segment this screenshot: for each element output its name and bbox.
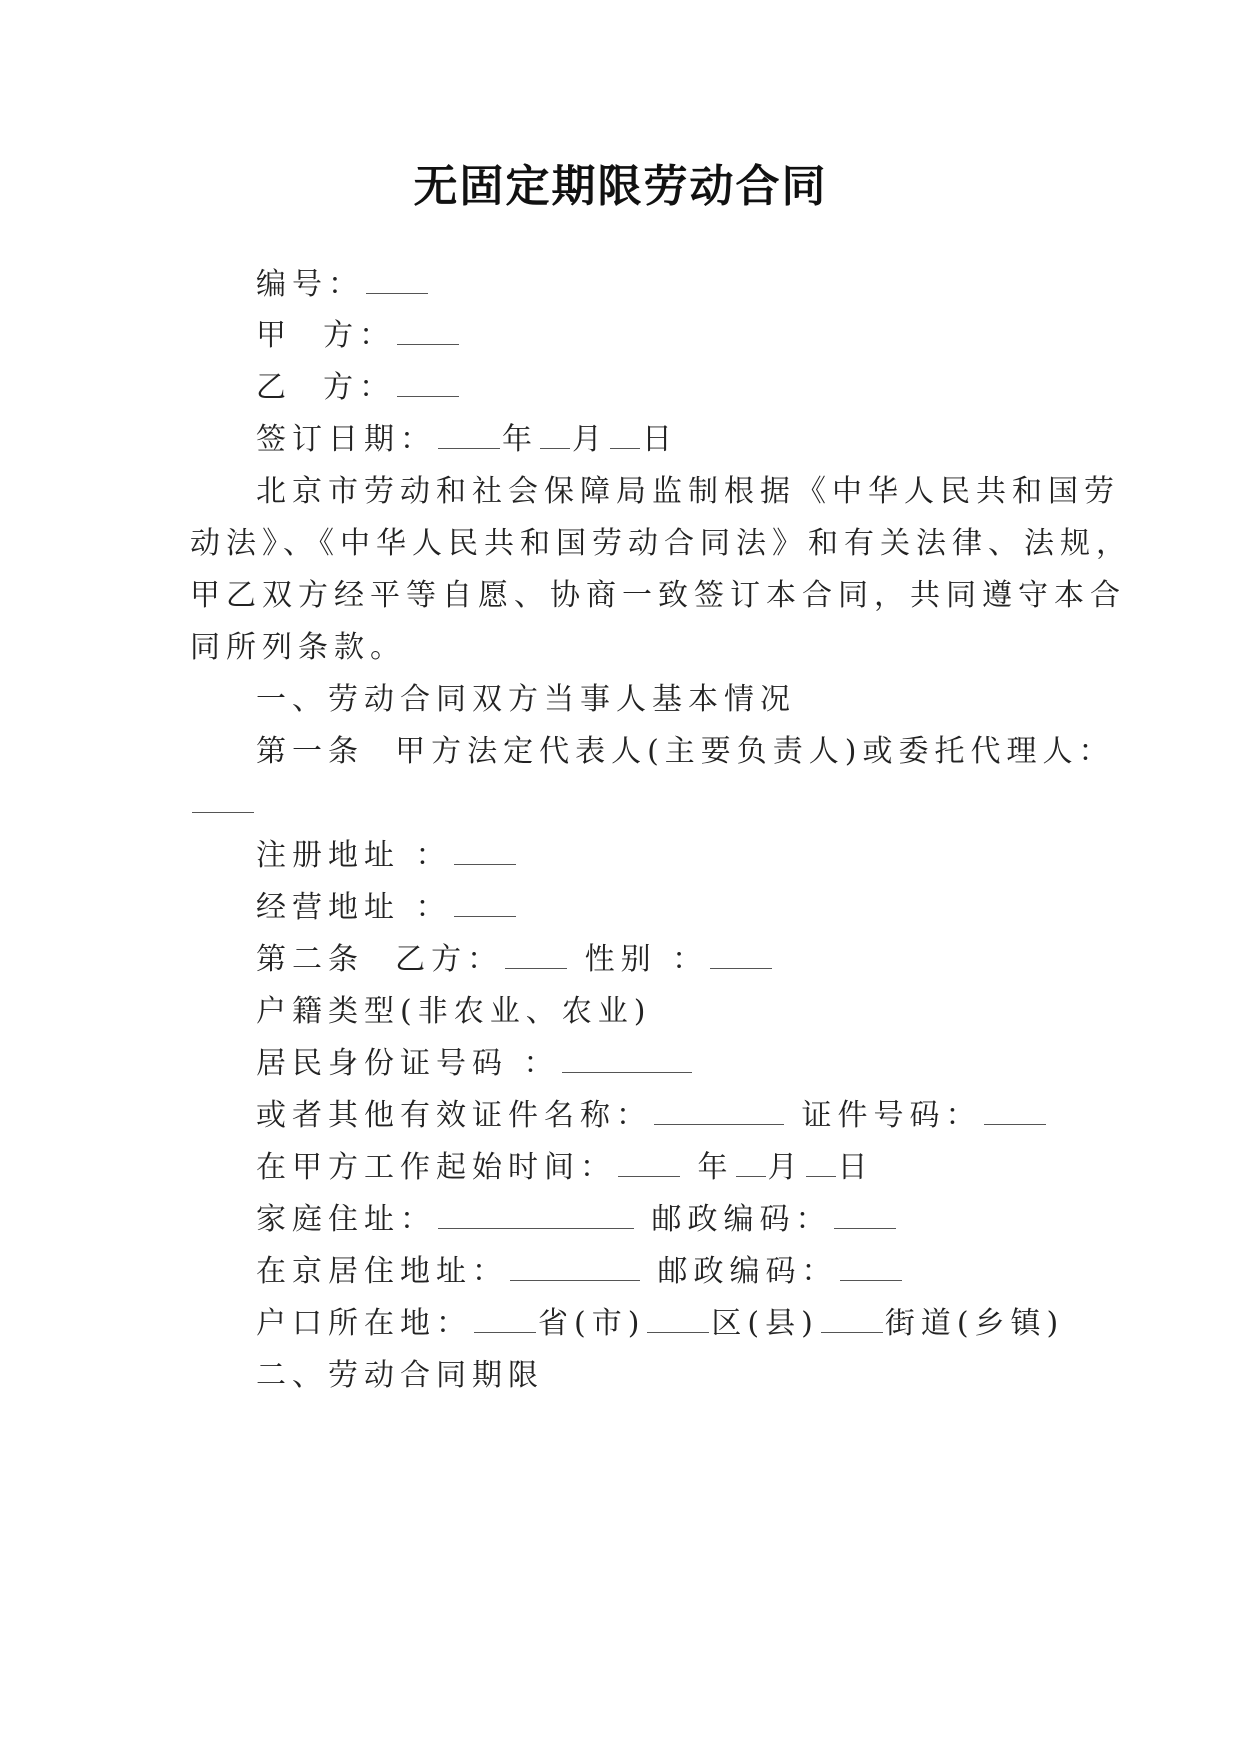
party-a-field — [256, 316, 461, 356]
section-2-heading: 二、劳动合同期限 — [256, 1358, 544, 1393]
other-id-field — [256, 1096, 1048, 1136]
beijing-postcode-label: 邮政编码： — [657, 1254, 838, 1289]
party-b-blank — [397, 370, 459, 397]
id-number-blank — [562, 1046, 692, 1073]
registered-address-field — [256, 836, 518, 876]
party-b-name-blank — [505, 942, 567, 969]
district-unit: 区(县) — [711, 1306, 819, 1341]
sign-year-blank — [438, 422, 500, 449]
home-postcode-blank — [834, 1202, 896, 1229]
home-address-blank — [438, 1202, 634, 1229]
start-time-label: 在甲方工作起始时间： — [256, 1150, 616, 1185]
article-1-blank-line — [190, 784, 256, 824]
section-1-heading: 一、劳动合同双方当事人基本情况 — [256, 682, 796, 717]
province-unit: 省(市) — [538, 1306, 646, 1341]
start-year-unit: 年 — [697, 1150, 734, 1185]
document-title: 无固定期限劳动合同 — [413, 161, 828, 212]
hukou-location-field — [256, 1304, 1064, 1344]
other-id-number-blank — [984, 1098, 1046, 1125]
id-number-label: 居民身份证号码 ： — [256, 1046, 560, 1081]
district-blank — [647, 1306, 709, 1333]
street-unit: 街道(乡镇) — [884, 1306, 1065, 1341]
start-month-blank — [736, 1150, 766, 1177]
business-address-field — [256, 888, 518, 928]
business-address-label: 经营地址 ： — [256, 890, 452, 925]
hukou-location-label: 户口所在地： — [256, 1306, 472, 1341]
sign-day-blank — [610, 422, 640, 449]
id-number-field — [256, 1044, 694, 1084]
start-time-field — [256, 1148, 874, 1188]
home-postcode-label: 邮政编码： — [651, 1202, 832, 1237]
number-label: 编号： — [256, 267, 364, 302]
sign-date-label: 签订日期： — [256, 422, 436, 457]
beijing-address-field — [256, 1252, 904, 1292]
registered-address-blank — [454, 838, 516, 865]
street-blank — [821, 1306, 883, 1333]
other-id-name-label: 或者其他有效证件名称： — [256, 1098, 652, 1133]
intro-line-3: 甲乙双方经平等自愿、协商一致签订本合同，共同遵守本合 — [190, 578, 1126, 613]
intro-line-2: 动法》、《中华人民共和国劳动合同法》和有关法律、法规， — [190, 526, 1132, 561]
article-2-field — [256, 940, 774, 980]
business-address-blank — [454, 890, 516, 917]
article-1-text: 第一条 甲方法定代表人(主要负责人)或委托代理人： — [256, 734, 1115, 769]
sign-day-unit: 日 — [642, 422, 678, 457]
party-b-field — [256, 368, 461, 408]
start-month-unit: 月 — [767, 1150, 804, 1185]
number-blank — [366, 267, 428, 294]
home-address-field — [256, 1200, 898, 1240]
beijing-postcode-blank — [840, 1254, 902, 1281]
start-day-blank — [806, 1150, 836, 1177]
sign-month-blank — [540, 422, 570, 449]
sign-date-field — [256, 420, 678, 460]
registered-address-label: 注册地址 ： — [256, 838, 452, 873]
sign-year-unit: 年 — [502, 422, 538, 457]
intro-line-4: 同所列条款。 — [190, 630, 406, 665]
start-year-blank — [618, 1150, 680, 1177]
province-blank — [474, 1306, 536, 1333]
gender-label: 性别 ： — [584, 942, 709, 977]
hukou-type: 户籍类型(非农业、农业) — [256, 994, 652, 1029]
start-day-unit: 日 — [837, 1150, 874, 1185]
sign-month-unit: 月 — [572, 422, 608, 457]
other-id-number-label: 证件号码： — [801, 1098, 982, 1133]
article-2-label: 第二条 乙方： — [256, 942, 504, 977]
representative-blank — [192, 786, 254, 813]
home-address-label: 家庭住址： — [256, 1202, 436, 1237]
number-field — [256, 265, 430, 305]
gender-blank — [710, 942, 772, 969]
intro-line-1: 北京市劳动和社会保障局监制根据《中华人民共和国劳 — [256, 474, 1120, 509]
party-a-label: 甲 方： — [256, 318, 396, 353]
other-id-name-blank — [654, 1098, 784, 1125]
party-b-label: 乙 方： — [256, 370, 396, 405]
party-a-blank — [397, 318, 459, 345]
beijing-address-label: 在京居住地址： — [256, 1254, 508, 1289]
beijing-address-blank — [510, 1254, 640, 1281]
